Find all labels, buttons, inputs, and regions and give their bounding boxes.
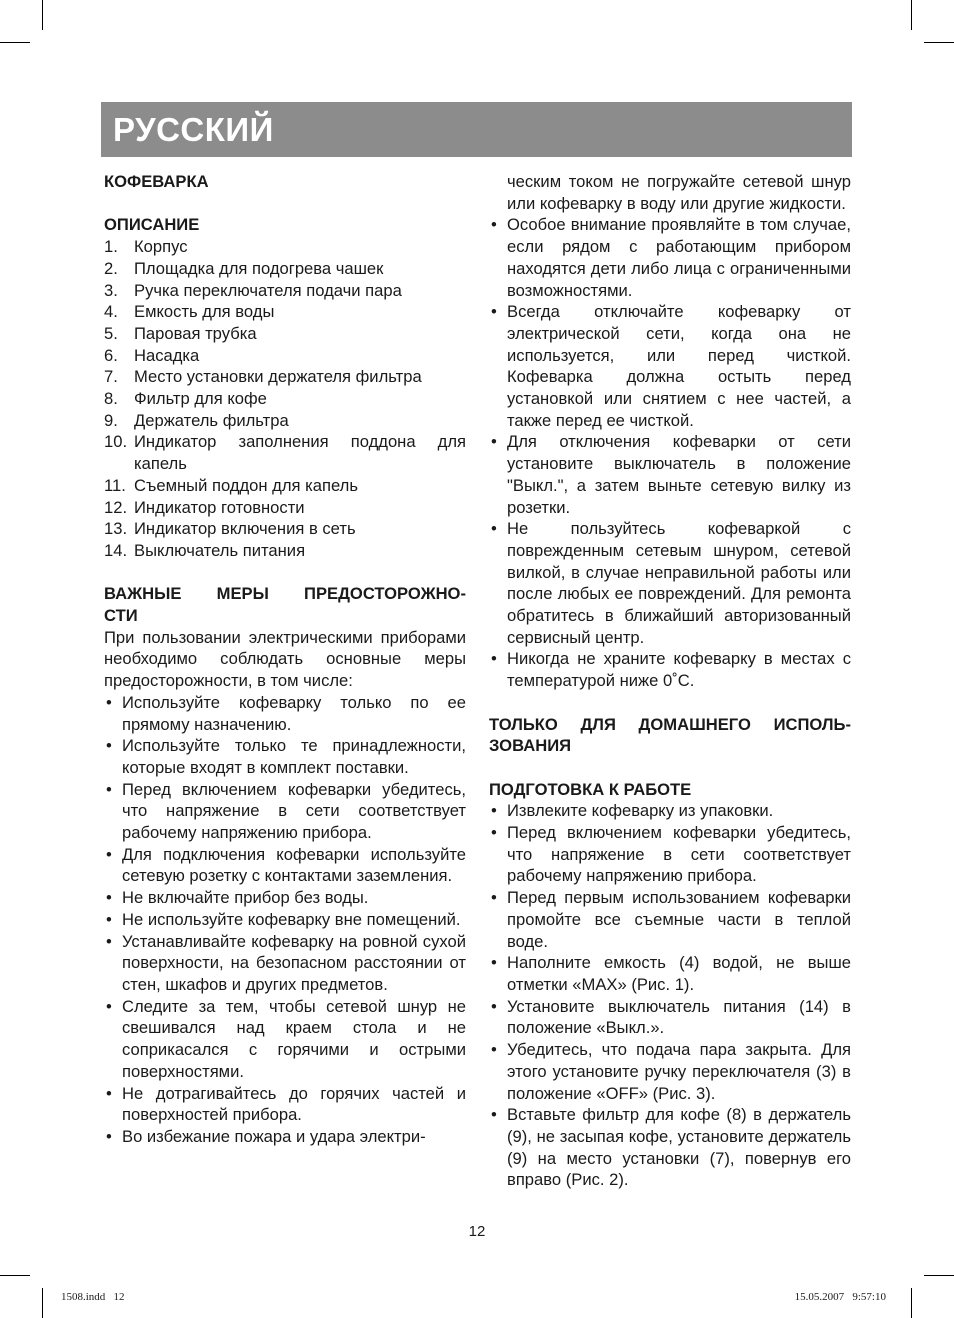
- footer-timestamp: 15.05.2007 9:57:10: [794, 1291, 886, 1303]
- bullet-text: Устанавливайте кофеварку на ровной сухой поверхности, на безопасном расстоянии от стен, шкафов и других предметов.: [122, 931, 466, 994]
- crop-mark: [42, 0, 43, 30]
- bullet-icon: •: [491, 801, 497, 821]
- prep-heading: ПОДГОТОВКА К РАБОТЕ: [489, 779, 692, 799]
- bullet-text: Используйте кофеварку только по ее прямому назначению.: [122, 692, 466, 734]
- crop-mark: [924, 1275, 954, 1276]
- safety-heading-line-1: ВАЖНЫЕ МЕРЫ ПРЕДОСТОРОЖНО-: [104, 584, 466, 604]
- bullet-text: Следите за тем, чтобы сетевой шнур не свешивался над краем стола и не соприкасался с горячими и острыми поверхностями.: [122, 996, 466, 1081]
- list-item: [104, 540, 466, 562]
- bullet-text: Не дотрагивайтесь до горячих частей и поверхностей прибора.: [122, 1083, 466, 1125]
- language-banner: [101, 102, 852, 157]
- list-item: [104, 410, 466, 432]
- list-item: [104, 518, 466, 540]
- list-item-number: 4.: [104, 302, 118, 322]
- bullet-item: [489, 648, 851, 691]
- bullet-text: Всегда отключайте кофеварку от электрической сети, когда она не используется, или перед чисткой. Кофеварка должна остыть перед установкой или снятием с нее частей, а также перед ее чисткой.: [507, 302, 851, 430]
- crop-mark: [0, 42, 30, 43]
- list-item-number: 13.: [104, 519, 128, 539]
- parts-list: [104, 236, 466, 562]
- home-use-heading-line-1: ТОЛЬКО ДЛЯ ДОМАШНЕГО ИСПОЛЬ-: [489, 714, 851, 734]
- safety-heading: [104, 583, 466, 605]
- bullet-text: Установите выключатель питания (14) в положение «Выкл.».: [507, 996, 851, 1038]
- bullet-item: [104, 909, 466, 931]
- list-item-text: Емкость для воды: [134, 302, 275, 322]
- bullet-icon: •: [491, 215, 497, 235]
- bullet-text: Во избежание пожара и удара электри-: [122, 1126, 426, 1146]
- list-item: [104, 345, 466, 367]
- bullet-item: [104, 844, 466, 887]
- bullet-text: Убедитесь, что подача пара закрыта. Для этого установите ручку переключателя (3) в положение «OFF» (Рис. 3).: [507, 1040, 851, 1103]
- list-item-text: Индикатор включения в сеть: [134, 519, 356, 539]
- description-heading: ОПИСАНИЕ: [104, 215, 200, 235]
- list-item-number: 3.: [104, 280, 118, 300]
- crop-mark: [911, 1288, 912, 1318]
- home-use-heading: [489, 714, 851, 736]
- bullet-item: [104, 692, 466, 735]
- crop-mark: [0, 1275, 30, 1276]
- list-item-text: Площадка для подогрева чашек: [134, 258, 384, 278]
- list-item-text: Индикатор заполнения поддона для капель: [134, 432, 466, 474]
- list-item-number: 10.: [104, 432, 128, 452]
- bullet-icon: •: [491, 1105, 497, 1125]
- safety-intro: При пользовании электрическими приборами необходимо соблюдать основные меры предосторожности, в том числе:: [104, 627, 466, 691]
- list-item-text: Корпус: [134, 237, 188, 257]
- list-item-number: 7.: [104, 367, 118, 387]
- left-column: [104, 171, 466, 1148]
- list-item-number: 14.: [104, 540, 128, 560]
- crop-mark: [911, 0, 912, 30]
- right-column: [489, 171, 851, 1191]
- bullet-icon: •: [491, 996, 497, 1016]
- bullet-icon: •: [491, 1040, 497, 1060]
- bullet-icon: •: [491, 953, 497, 973]
- bullet-item: [104, 996, 466, 1083]
- bullet-item: [104, 931, 466, 996]
- bullet-icon: •: [491, 823, 497, 843]
- list-item-number: 5.: [104, 323, 118, 343]
- list-item-number: 6.: [104, 345, 118, 365]
- bullet-text: Для подключения кофеварки используйте сетевую розетку с контактами заземления.: [122, 844, 466, 886]
- list-item-number: 9.: [104, 410, 118, 430]
- list-item-number: 8.: [104, 389, 118, 409]
- list-item: [104, 280, 466, 302]
- home-use-heading-cont: ЗОВАНИЯ: [489, 736, 572, 756]
- bullet-item: [489, 431, 851, 518]
- prep-list: [489, 800, 851, 1191]
- bullet-item: [104, 1126, 466, 1148]
- list-item: [104, 323, 466, 345]
- list-item: [104, 497, 466, 519]
- bullet-text: Перед включением кофеварки убедитесь, что напряжение в сети соответствует рабочему напряжению прибора.: [507, 823, 851, 886]
- bullet-icon: •: [491, 519, 497, 539]
- list-item: [104, 301, 466, 323]
- crop-mark: [42, 1288, 43, 1318]
- bullet-icon: •: [491, 888, 497, 908]
- footer-file: 1508.indd 12: [61, 1291, 125, 1303]
- list-item-text: Индикатор готовности: [134, 497, 305, 517]
- bullet-text: Извлеките кофеварку из упаковки.: [507, 801, 774, 821]
- bullet-text: Не включайте прибор без воды.: [122, 888, 369, 908]
- bullet-item: [104, 887, 466, 909]
- bullet-icon: •: [106, 844, 112, 864]
- bullet-item: [104, 735, 466, 778]
- bullet-text: Вставьте фильтр для кофе (8) в держатель (9), не засыпая кофе, установите держатель (9) на место установки (7), повернув его вправо (Рис. 2).: [507, 1105, 851, 1190]
- bullet-item: [489, 1104, 851, 1191]
- bullet-text: Используйте только те принадлежности, которые входят в комплект поставки.: [122, 736, 466, 777]
- list-item: [104, 475, 466, 497]
- list-item-text: Держатель фильтра: [134, 410, 289, 430]
- bullet-item: [104, 1083, 466, 1126]
- list-item: [104, 388, 466, 410]
- bullet-icon: •: [491, 649, 497, 669]
- bullet-icon: •: [106, 692, 112, 712]
- bullet-text: Перед включением кофеварки убедитесь, что напряжение в сети соответствует рабочему напряжению прибора.: [122, 779, 466, 843]
- bullet-item: [489, 301, 851, 431]
- page-number: 12: [468, 1223, 486, 1240]
- bullet-icon: •: [106, 931, 112, 951]
- list-item-number: 1.: [104, 237, 118, 257]
- list-item-text: Выключатель питания: [134, 540, 306, 560]
- list-item-number: 2.: [104, 258, 118, 278]
- list-item: [104, 366, 466, 388]
- bullet-item: [489, 822, 851, 887]
- bullet-icon: •: [106, 736, 112, 756]
- safety-list-right: [489, 214, 851, 691]
- bullet-icon: •: [106, 779, 112, 799]
- bullet-item: [489, 996, 851, 1039]
- safety-heading-cont: СТИ: [104, 606, 138, 626]
- safety-continuation: ческим током не погружайте сетевой шнур или кофеварку в воду или другие жидкости.: [507, 172, 851, 213]
- bullet-text: Перед первым использованием кофеварки промойте все съемные части в теплой воде.: [507, 888, 851, 951]
- list-item-text: Насадка: [134, 345, 200, 365]
- product-title: КОФЕВАРКА: [104, 172, 209, 191]
- list-item: [104, 258, 466, 280]
- bullet-item: [489, 887, 851, 952]
- list-item-number: 11.: [104, 475, 126, 495]
- bullet-icon: •: [491, 432, 497, 452]
- list-item-text: Ручка переключателя подачи пара: [134, 280, 402, 300]
- list-item-text: Фильтр для кофе: [134, 389, 267, 409]
- bullet-item: [489, 518, 851, 648]
- language-title: РУССКИЙ: [113, 111, 274, 148]
- crop-mark: [924, 42, 954, 43]
- bullet-text: Особое внимание проявляйте в том случае, если рядом с работающим прибором находятся дети либо лица с ограниченными возможностями.: [507, 215, 851, 300]
- list-item: [104, 236, 466, 258]
- bullet-icon: •: [106, 1126, 112, 1146]
- bullet-text: Наполните емкость (4) водой, не выше отметки «MAX» (Рис. 1).: [507, 953, 851, 994]
- list-item-number: 12.: [104, 497, 128, 517]
- bullet-icon: •: [106, 888, 112, 908]
- list-item-text: Место установки держателя фильтра: [134, 367, 422, 387]
- bullet-icon: •: [106, 909, 112, 929]
- bullet-item: [489, 214, 851, 301]
- bullet-item: [489, 952, 851, 995]
- bullet-item: [104, 779, 466, 844]
- bullet-text: Для отключения кофеварки от сети установите выключатель в положение "Выкл.", а затем выньте сетевую вилку из розетки.: [507, 432, 851, 517]
- bullet-icon: •: [491, 302, 497, 322]
- safety-list-left: [104, 692, 466, 1148]
- list-item-text: Съемный поддон для капель: [134, 475, 358, 495]
- bullet-item: [489, 1039, 851, 1104]
- bullet-text: Не используйте кофеварку вне помещений.: [122, 909, 461, 929]
- bullet-item: [489, 800, 851, 822]
- list-item: [104, 431, 466, 474]
- bullet-icon: •: [106, 996, 112, 1016]
- bullet-text: Не пользуйтесь кофеваркой с поврежденным сетевым шнуром, сетевой вилкой, в случае неправильной работы или после любых ее повреждений. Для ремонта обратитесь в ближайший авторизованный сервисный центр.: [507, 519, 851, 647]
- list-item-text: Паровая трубка: [134, 323, 257, 343]
- bullet-text: Никогда не храните кофеварку в местах с температурой ниже 0˚С.: [507, 649, 851, 691]
- bullet-icon: •: [106, 1083, 112, 1103]
